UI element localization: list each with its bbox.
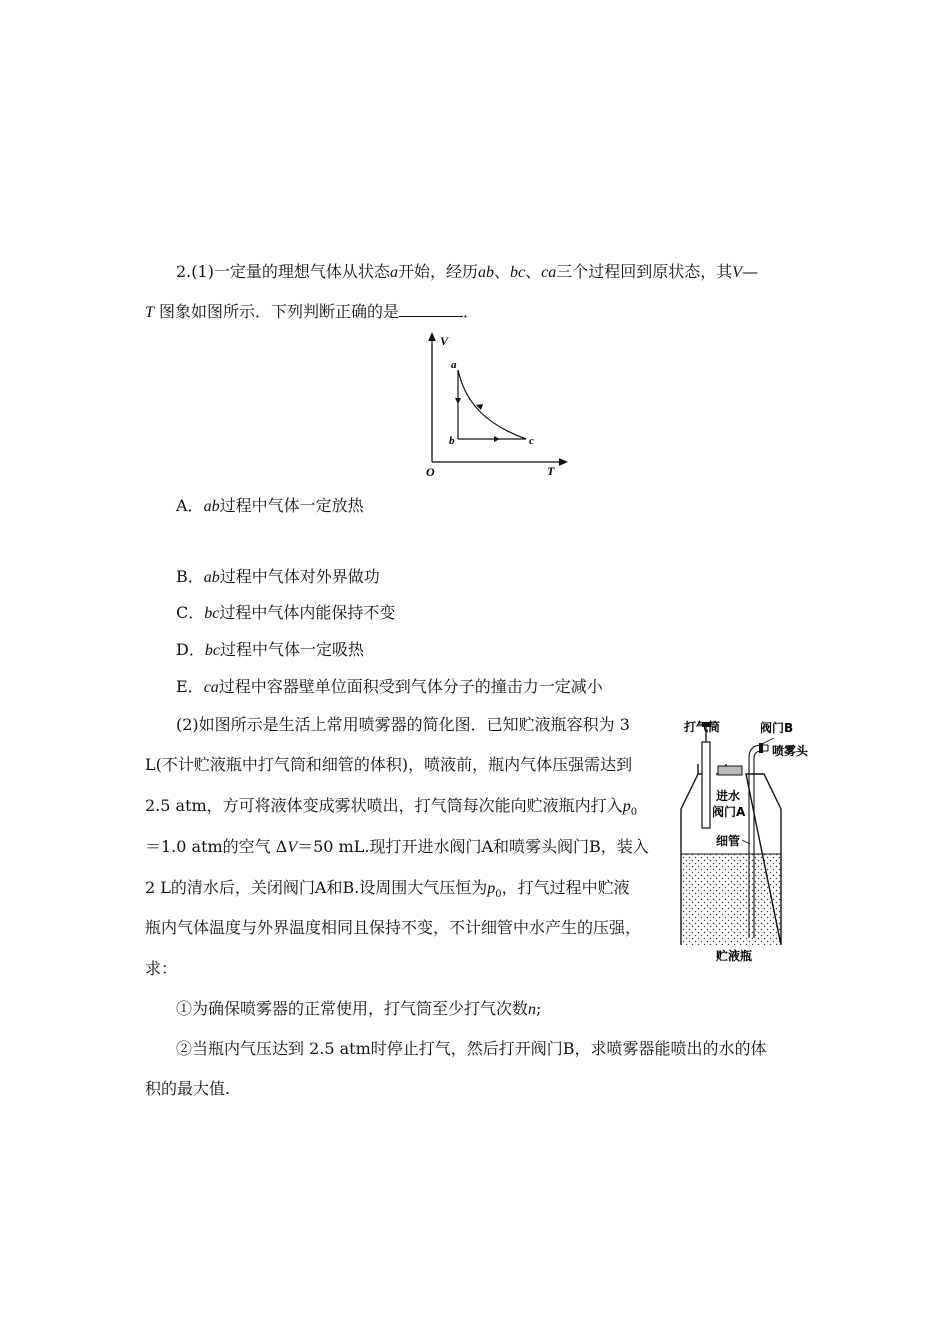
var-n: n [528,1001,537,1018]
label-inlet-1: 进水 [716,789,741,803]
option-prefix: D． [176,640,205,659]
part2-text: ; [536,999,542,1018]
part2-text: 2.5 atm，方可将液体变成雾状喷出，打气筒每次能向贮液瓶内打入 [145,796,623,815]
label-tube: 细管 [716,834,741,848]
arrow-bc [494,436,500,442]
option-var: ab [203,569,220,586]
option-e [176,677,603,698]
part2-line4 [145,837,649,858]
stem-text: 2.(1)一定量的理想气体从状态 [176,262,390,281]
point-c-label: c [529,435,534,447]
part2-text: ，打气过程中贮液 [501,878,630,897]
dash: — [742,262,758,281]
part2-text: ＝1.0 atm的空气 Δ [145,837,288,856]
part2-text: ＝50 mL.现打开进水阀门A和喷雾头阀门B，装入 [297,837,649,856]
option-var: ab [203,498,220,515]
part2-text: 2 L的清水后，关闭阀门A和B.设周围大气压恒为 [145,878,488,897]
option-text: 过程中气体一定吸热 [219,640,364,659]
tube-bend [749,745,768,758]
option-prefix: B． [176,567,204,586]
label-pump: 打气筒 [684,720,721,734]
part2-line6: 瓶内气体温度与外界温度相同且保持不变，不计细管中水产生的压强， [145,918,642,937]
var-t: T [145,304,154,321]
var-ab: ab [477,264,494,281]
stem-end: ． [463,302,480,321]
arrow-ab [455,398,461,404]
separator: 、 [525,262,542,281]
axis-label-t: T [547,464,555,478]
option-prefix: E． [176,677,204,696]
option-a [176,496,364,517]
question-stem-line1 [176,262,758,283]
option-prefix: C． [176,603,205,622]
var-a: a [389,264,398,281]
stem-text: 图象如图所示．下列判断正确的是 [159,302,400,321]
separator: 、 [493,262,510,281]
label-nozzle: 喷雾头 [772,744,809,758]
subscript-0: 0 [630,807,638,819]
point-b-label: b [449,435,455,447]
option-var: bc [204,642,220,659]
axis-label-v: V [440,334,449,348]
vt-graph [420,330,570,480]
part2-line7: 求： [145,959,178,978]
part2-line1: (2)如图所示是生活上常用喷雾器的简化图．已知贮液瓶容积为 3 [176,715,630,734]
origin-label: O [426,465,435,479]
valve-a [718,766,742,775]
var-v: V [287,839,298,856]
sub-question-1 [176,999,541,1020]
label-bottle: 贮液瓶 [716,949,753,963]
question-stem-line2 [145,302,479,323]
option-var: ca [203,679,219,696]
pump-cylinder [702,742,710,828]
var-ca: ca [541,264,557,281]
option-text: 过程中容器壁单位面积受到气体分子的撞击力一定减小 [218,677,603,696]
subscript-0: 0 [495,889,502,901]
option-text: 过程中气体对外界做功 [219,567,380,586]
sub-question-2-cont: 积的最大值. [145,1079,231,1098]
sub-question-2: ②当瓶内气压达到 2.5 atm时停止打气，然后打开阀门B，求喷雾器能喷出的水的体 [176,1039,767,1058]
part2-text: ①为确保喷雾器的正常使用，打气筒至少打气次数 [176,999,529,1018]
label-inlet-2: 阀门A [712,805,746,819]
part2-line3 [145,796,637,823]
stem-text: 开始，经历 [397,262,478,281]
part2-line5 [145,878,630,905]
option-d [176,640,364,661]
var-v: V [732,264,742,281]
answer-blank[interactable] [399,302,463,317]
stem-text: 三个过程回到原状态，其 [556,262,733,281]
option-text: 过程中气体内能保持不变 [219,603,396,622]
var-bc: bc [509,264,526,281]
var-p: p [622,798,631,815]
label-valve-b: 阀门B [760,721,794,735]
option-prefix: A． [176,496,204,515]
valve-b [759,743,763,753]
option-c [176,603,395,624]
part2-line2: L(不计贮液瓶中打气筒和细管的体积)，喷液前，瓶内气体压强需达到 [145,755,633,774]
sprayer-diagram [676,712,816,964]
option-b [176,567,380,588]
option-text: 过程中气体一定放热 [219,496,364,515]
option-var: bc [204,605,220,622]
path-ca [458,370,526,439]
var-p: p [487,880,496,897]
liquid-fill [681,854,781,945]
point-a-label: a [451,359,457,371]
